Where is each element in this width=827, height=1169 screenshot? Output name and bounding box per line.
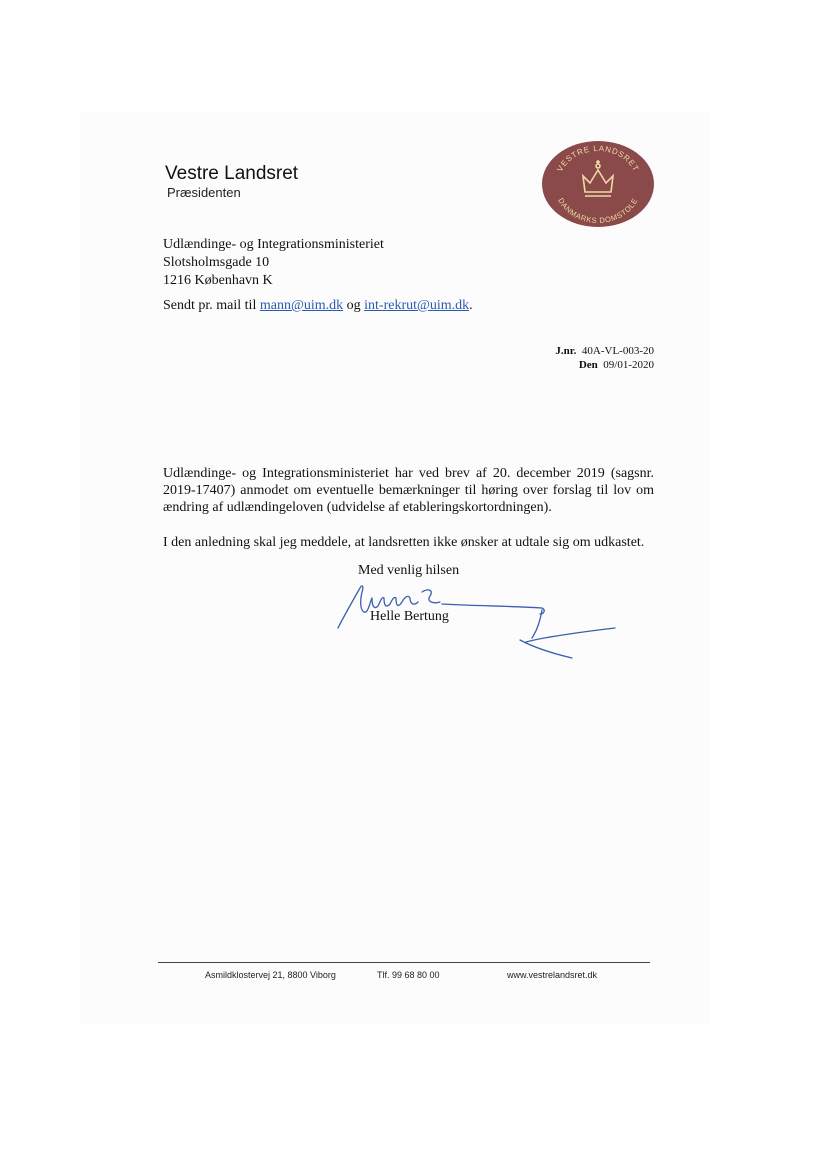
recipient-line: 1216 København K	[163, 273, 273, 288]
date-label: Den	[578, 359, 598, 371]
reference-block	[555, 344, 654, 372]
footer-address: Asmildklostervej 21, 8800 Viborg	[205, 970, 336, 980]
footer-phone: Tlf. 99 68 80 00	[377, 970, 440, 980]
journal-number-label: J.nr.	[555, 345, 577, 357]
seal-bottom-text: DANMARKS DOMSTOLE	[556, 196, 640, 226]
court-seal	[541, 140, 655, 228]
signer-name: Helle Bertung	[370, 609, 449, 624]
body-paragraph-2: I den anledning skal jeg meddele, at landsretten ikke ønsker at udtale sig om udkastet.	[163, 535, 645, 550]
letter-date: 09/01-2020	[603, 359, 654, 371]
email-link-mann[interactable]: mann@uim.dk	[259, 298, 344, 313]
sent-prefix: Sendt pr. mail til	[163, 298, 260, 313]
court-name: Vestre Landsret	[165, 163, 299, 184]
court-department: Præsidenten	[167, 185, 241, 200]
email-link-int-rekrut[interactable]: int-rekrut@uim.dk	[364, 298, 470, 313]
seal-background	[542, 141, 654, 227]
sent-joiner: og	[343, 298, 365, 313]
closing-greeting: Med venlig hilsen	[358, 563, 460, 578]
sent-suffix: .	[469, 298, 473, 313]
sent-by-mail-line	[163, 298, 473, 314]
recipient-address	[163, 236, 384, 290]
recipient-line: Udlændinge- og Integrationsministeriet	[163, 237, 384, 252]
body-paragraph-1: Udlændinge- og Integrationsministeriet har ved brev af 20. december 2019 (sagsnr. 2019-17407) anmodet om eventuelle bemærkninger til høring over forslag til lov om ændring af udlændingeloven (udvidelse af etableringskortordningen).	[163, 466, 654, 515]
recipient-line: Slotsholmsgade 10	[163, 255, 270, 270]
seal-top-text: VESTRE LANDSRET	[555, 143, 641, 174]
footer-website: www.vestrelandsret.dk	[507, 970, 598, 980]
journal-number: 40A-VL-003-20	[581, 345, 654, 357]
footer-divider	[158, 962, 650, 963]
